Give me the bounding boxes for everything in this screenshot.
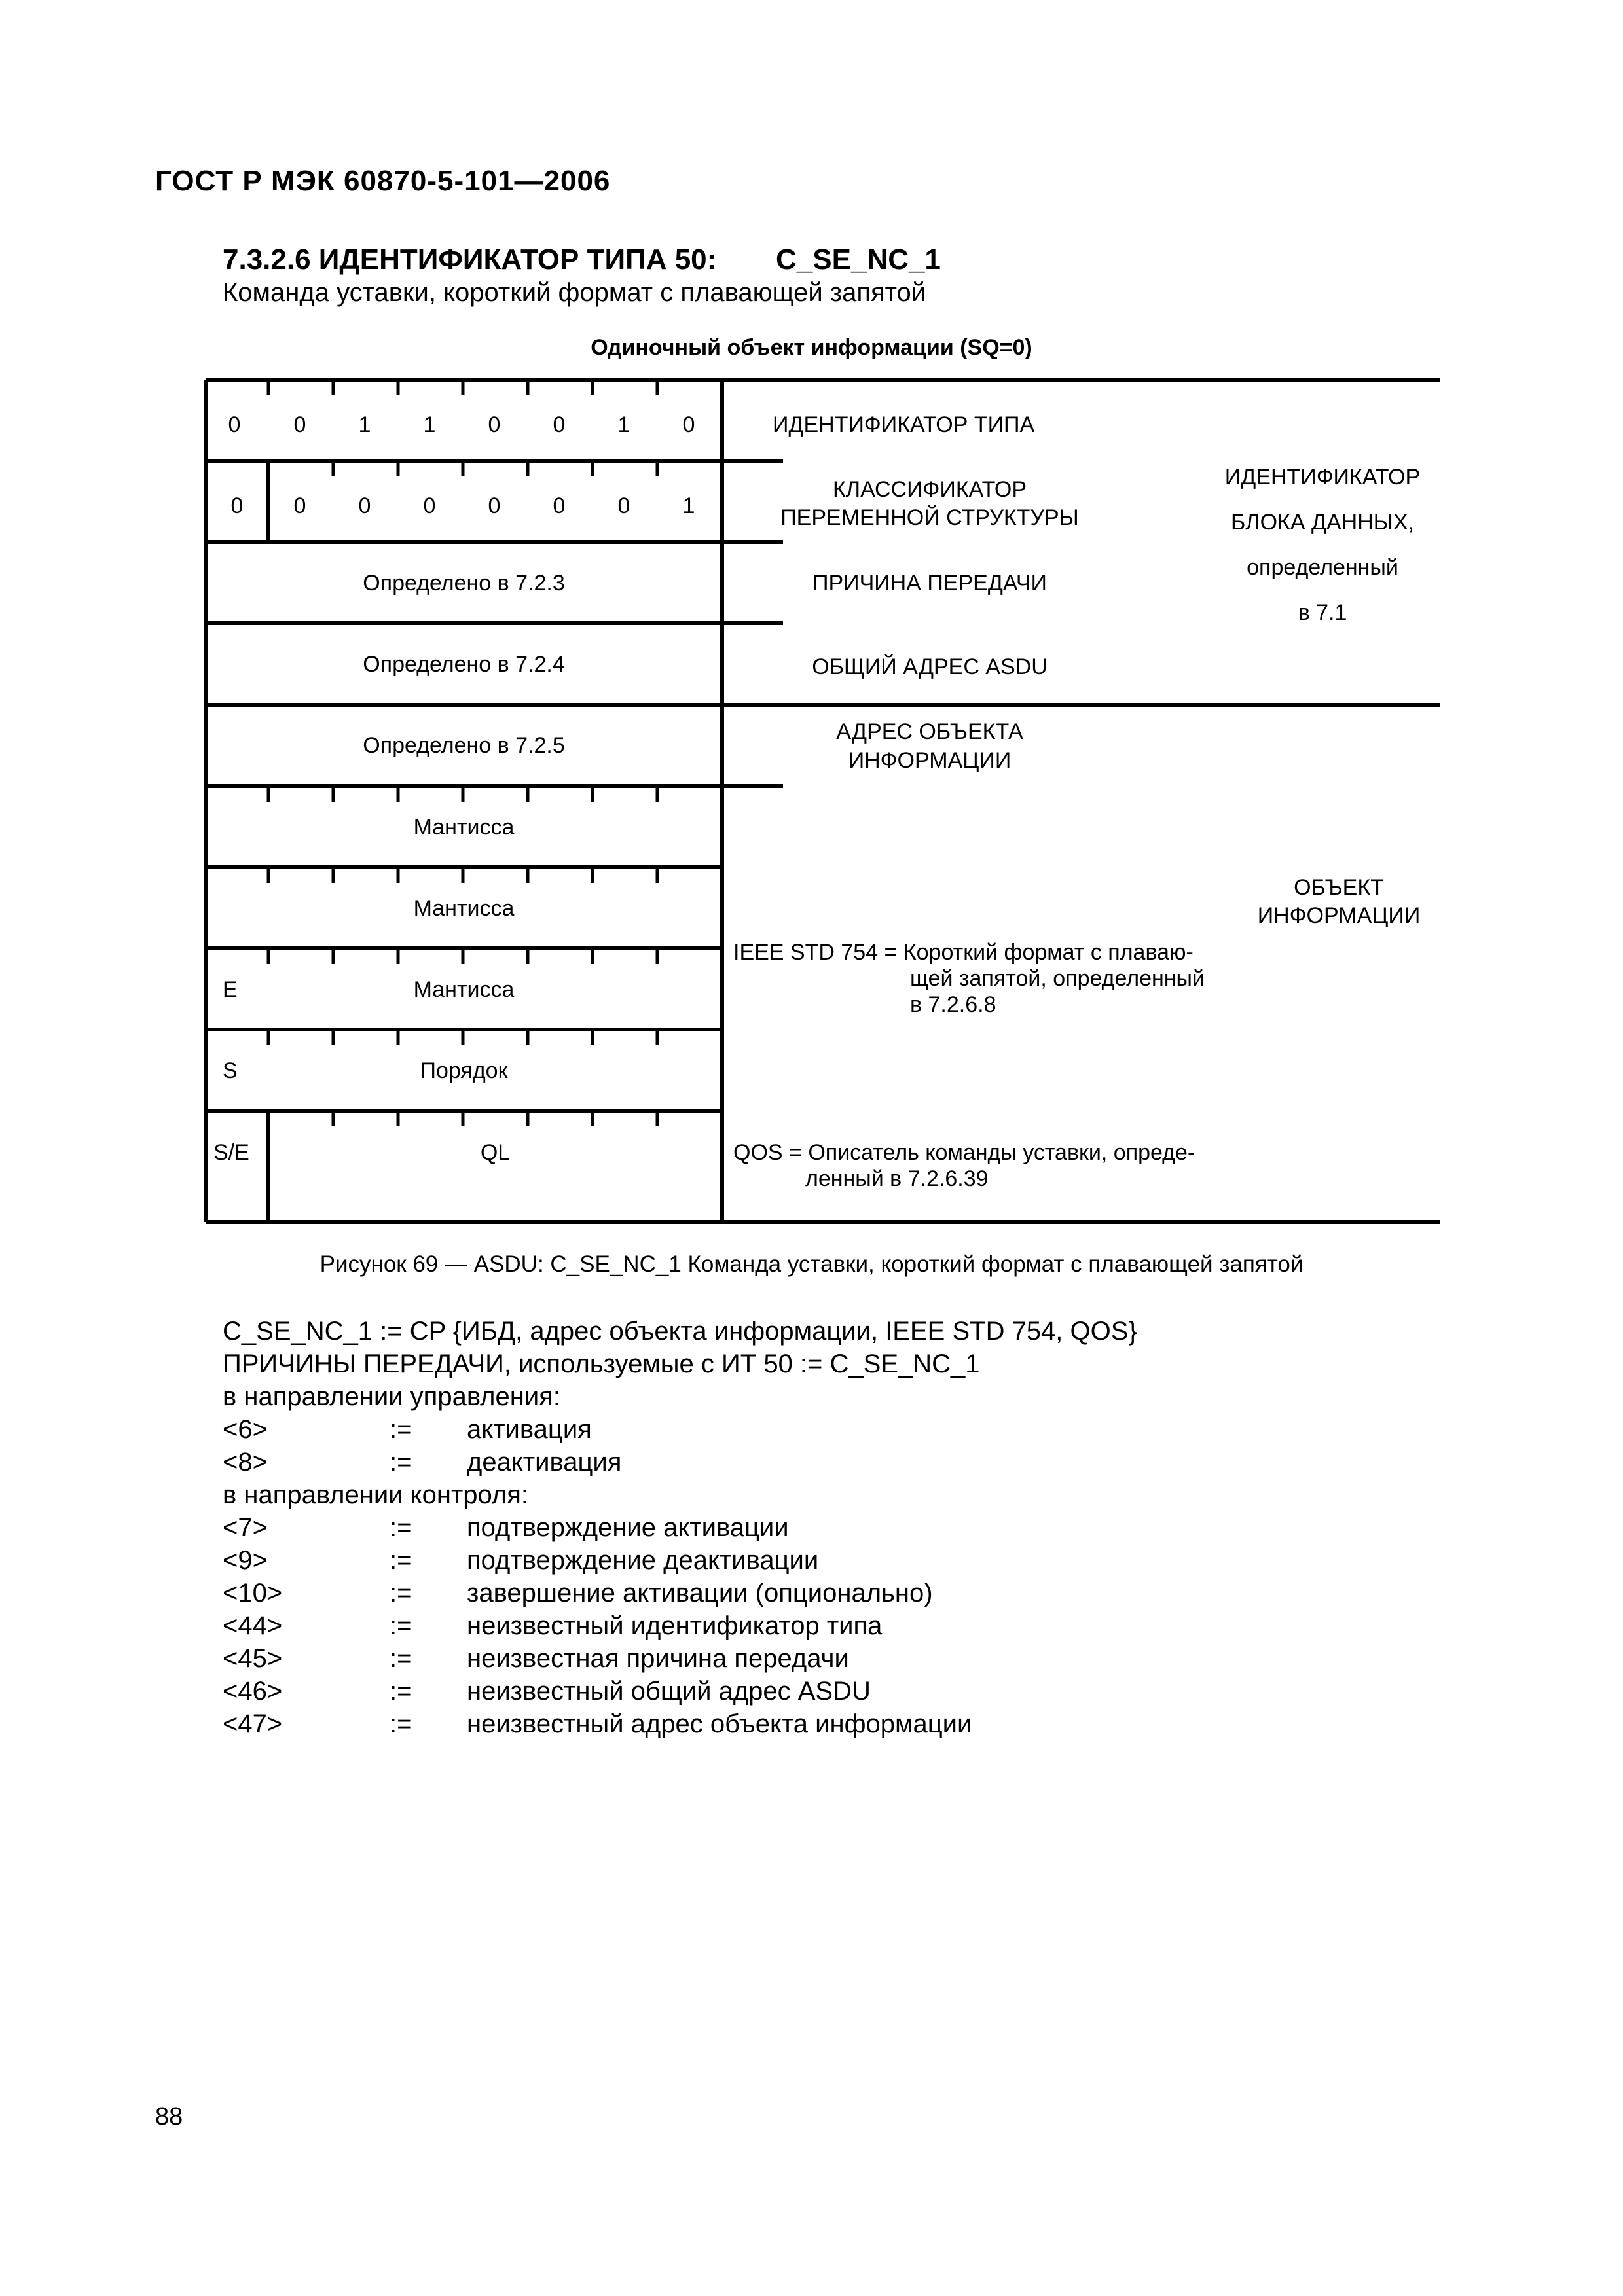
cot-heading: ПРИЧИНЫ ПЕРЕДАЧИ, используемые с ИТ 50 := C_SE_NC_1 — [223, 1350, 980, 1378]
ql-field: QL — [480, 1140, 511, 1165]
monitor-direction-heading: в направлении контроля: — [223, 1480, 528, 1509]
ioa-label-line2: ИНФОРМАЦИИ — [848, 748, 1012, 773]
dui-label-line1: ИДЕНТИФИКАТОР — [1224, 465, 1421, 490]
cot-code: <45> — [223, 1644, 283, 1673]
vsq-bit: 0 — [488, 493, 501, 518]
ioa-label-line1: АДРЕС ОБЪЕКТА — [836, 719, 1023, 744]
vsq-bit: 0 — [358, 493, 371, 518]
section-description: Команда уставки, короткий формат с плавающей запятой — [223, 278, 926, 307]
assignment-operator: := — [390, 1415, 412, 1444]
cot-field: Определено в 7.2.3 — [363, 571, 565, 596]
type-id-bit: 0 — [488, 412, 501, 437]
dui-label-line2: БЛОКА ДАННЫХ, — [1230, 510, 1415, 535]
cot-description: неизвестный адрес объекта информации — [467, 1710, 972, 1738]
cot-description: подтверждение деактивации — [467, 1546, 819, 1575]
ieee-label-line1: IEEE STD 754 = Короткий формат с плаваю- — [733, 940, 1194, 965]
cot-code: <7> — [223, 1513, 268, 1542]
qos-label-line2: ленный в 7.2.6.39 — [805, 1166, 989, 1191]
figure-caption: Рисунок 69 — ASDU: C_SE_NC_1 Команда уставки, короткий формат с плавающей запятой — [319, 1251, 1304, 1277]
order-field: Порядок — [420, 1058, 508, 1083]
cot-code: <10> — [223, 1579, 283, 1607]
qos-label-line1: QOS = Описатель команды уставки, опреде- — [733, 1140, 1195, 1165]
cot-description: активация — [467, 1415, 592, 1444]
assignment-operator: := — [390, 1644, 412, 1673]
type-id-bit: 1 — [423, 412, 436, 437]
vsq-bit: 0 — [293, 493, 306, 518]
assignment-operator: := — [390, 1677, 412, 1706]
cot-description: завершение активации (опционально) — [467, 1579, 933, 1607]
cot-description: подтверждение активации — [467, 1513, 789, 1542]
assignment-operator: := — [390, 1448, 412, 1477]
cot-code: <9> — [223, 1546, 268, 1575]
info-object-label-line1: ОБЪЕКТ — [1294, 875, 1384, 900]
ieee-label-line3: в 7.2.6.8 — [910, 992, 996, 1017]
type-definition: C_SE_NC_1 := CP {ИБД, адрес объекта информации, IEEE STD 754, QOS} — [223, 1317, 1137, 1346]
type-id-bit: 0 — [553, 412, 566, 437]
type-id-bit: 1 — [617, 412, 630, 437]
cot-description: неизвестный общий адрес ASDU — [467, 1677, 871, 1706]
vsq-label-line2: ПЕРЕМЕННОЙ СТРУКТУРЫ — [780, 505, 1079, 530]
sign-bit: S — [223, 1058, 238, 1083]
assignment-operator: := — [390, 1546, 412, 1575]
assignment-operator: := — [390, 1611, 412, 1640]
cot-code: <8> — [223, 1448, 268, 1477]
type-id-label: ИДЕНТИФИКАТОР ТИПА — [773, 412, 1035, 437]
se-bit: S/E — [213, 1140, 249, 1165]
cot-label: ПРИЧИНА ПЕРЕДАЧИ — [812, 571, 1047, 596]
mantissa-field: Мантисса — [413, 896, 515, 921]
diagram-caption: Одиночный объект информации (SQ=0) — [591, 335, 1032, 360]
type-id-bit: 0 — [293, 412, 306, 437]
asdu-address-field: Определено в 7.2.4 — [363, 652, 565, 677]
vsq-bit: 0 — [423, 493, 436, 518]
asdu-address-label: ОБЩИЙ АДРЕС ASDU — [812, 655, 1048, 679]
assignment-operator: := — [390, 1710, 412, 1738]
ieee-label-line2: щей запятой, определенный — [910, 966, 1205, 991]
section-code: C_SE_NC_1 — [776, 243, 941, 276]
cot-description: деактивация — [467, 1448, 622, 1477]
vsq-label-line1: КЛАССИФИКАТОР — [832, 477, 1027, 502]
type-id-bit: 0 — [682, 412, 695, 437]
exponent-bit: E — [223, 977, 238, 1002]
page-number: 88 — [155, 2103, 183, 2130]
cot-code: <6> — [223, 1415, 268, 1444]
vsq-bit: 0 — [617, 493, 630, 518]
ioa-field: Определено в 7.2.5 — [363, 733, 565, 758]
control-direction-heading: в направлении управления: — [223, 1382, 560, 1411]
type-id-bit: 1 — [358, 412, 371, 437]
cot-code: <47> — [223, 1710, 283, 1738]
cot-description: неизвестная причина передачи — [467, 1644, 849, 1673]
mantissa-field: Мантисса — [413, 977, 515, 1002]
mantissa-field: Мантисса — [413, 815, 515, 840]
vsq-bit: 1 — [682, 493, 695, 518]
cot-code: <44> — [223, 1611, 283, 1640]
assignment-operator: := — [390, 1579, 412, 1607]
dui-label-line4: в 7.1 — [1298, 600, 1347, 625]
vsq-bit: 0 — [230, 493, 244, 518]
assignment-operator: := — [390, 1513, 412, 1542]
document-header: ГОСТ Р МЭК 60870-5-101—2006 — [155, 165, 611, 197]
section-title: 7.3.2.6 ИДЕНТИФИКАТОР ТИПА 50: — [223, 243, 717, 276]
info-object-label-line2: ИНФОРМАЦИИ — [1257, 903, 1421, 928]
dui-label-line3: определенный — [1247, 555, 1398, 580]
cot-code: <46> — [223, 1677, 283, 1706]
type-id-bit: 0 — [228, 412, 241, 437]
cot-description: неизвестный идентификатор типа — [467, 1611, 883, 1640]
vsq-bit: 0 — [553, 493, 566, 518]
